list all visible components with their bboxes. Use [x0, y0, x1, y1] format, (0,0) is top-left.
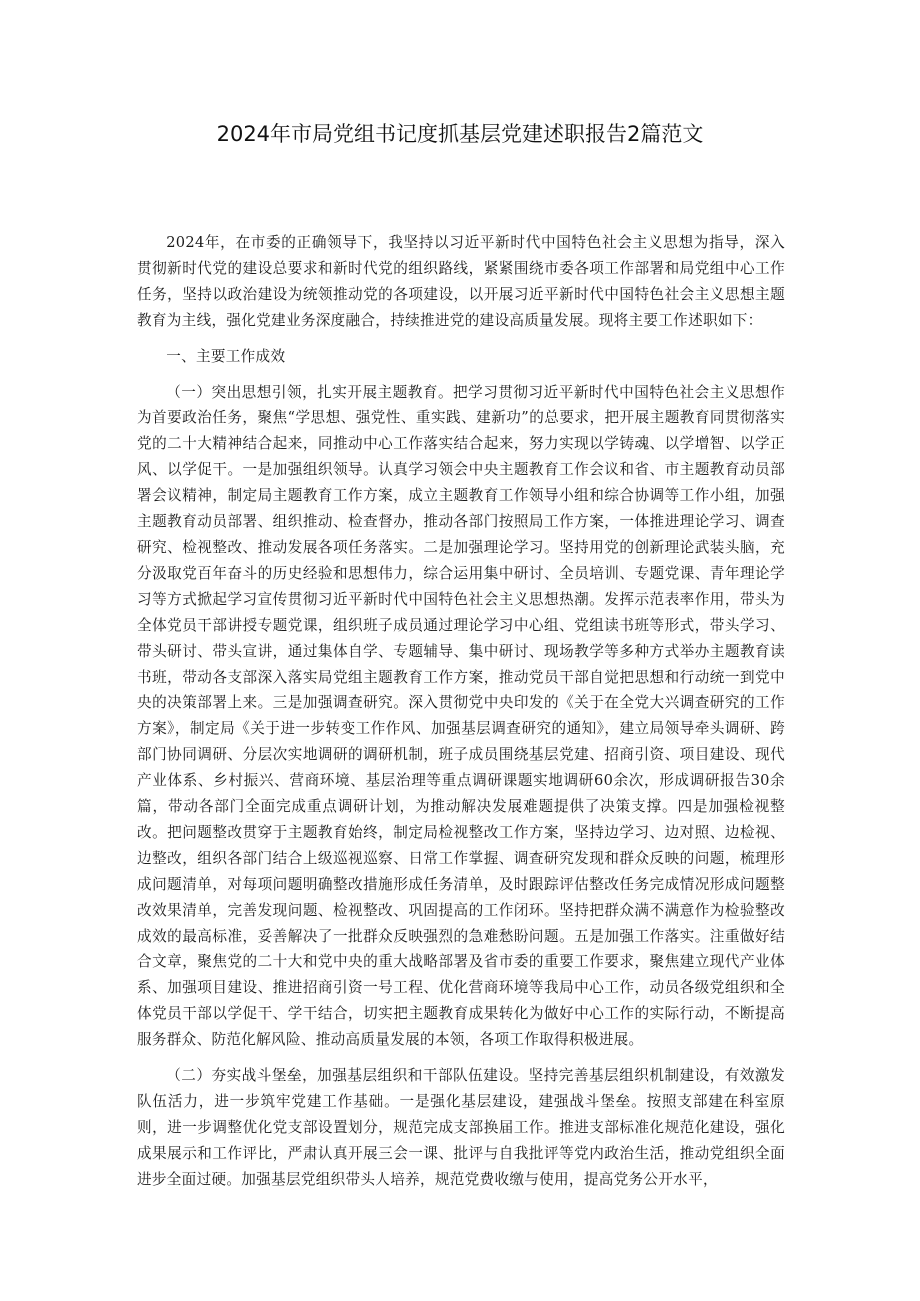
body-paragraph-1: （一）突出思想引领，扎实开展主题教育。把学习贯彻习近平新时代中国特色社会主义思想作为首要政治任务，聚焦“学思想、强党性、重实践、建新功”的总要求，把开展主题教育同贯彻落实党的二十大精神结合起来，同推动中心工作落实结合起来，努力实现以学铸魂、以学增智、以学正风、以学促干。一是加强组织领导。认真学习领会中央主题教育工作会议和省、市主题教育动员部署会议精神，制定局主题教育工作方案，成立主题教育工作领导小组和综合协调等工作小组，加强主题教育动员部署、组织推动、检查督办，推动各部门按照局工作方案，一体推进理论学习、调查研究、检视整改、推动发展各项任务落实。二是加强理论学习。坚持用党的创新理论武装头脑，充分汲取党百年奋斗的历史经验和思想伟力，综合运用集中研讨、全员培训、专题党课、青年理论学习等方式掀起学习宣传贯彻习近平新时代中国特色社会主义思想热潮。发挥示范表率作用，带头为全体党员干部讲授专题党课，组织班子成员通过理论学习中心组、党组读书班等形式，带头学习、带头研讨、带头宣讲，通过集体自学、专题辅导、集中研讨、现场教学等多种方式举办主题教育读书班，带动各支部深入落实局党组主题教育工作方案，推动党员干部自觉把思想和行动统一到党中央的决策部署上来。三是加强调查研究。深入贯彻党中央印发的《关于在全党大兴调查研究的工作方案》，制定局《关于进一步转变工作作风、加强基层调查研究的通知》，建立局领导牵头调研、跨部门协同调研、分层次实地调研的调研机制，班子成员围绕基层党建、招商引资、项目建设、现代产业体系、乡村振兴、营商环境、基层治理等重点调研课题实地调研60余次，形成调研报告30余篇，带动各部门全面完成重点调研计划，为推动解决发展难题提供了决策支撑。四是加强检视整改。把问题整改贯穿于主题教育始终，制定局检视整改工作方案，坚持边学习、边对照、边检视、边整改，组织各部门结合上级巡视巡察、日常工作掌握、调查研究发现和群众反映的问题，梳理形成问题清单，对每项问题明确整改措施形成任务清单，及时跟踪评估整改任务完成情况形成问题整改效果清单，完善发现问题、检视整改、巩固提高的工作闭环。坚持把群众满不满意作为检验整改成效的最高标准，妥善解决了一批群众反映强烈的急难愁盼问题。五是加强工作落实。注重做好结合文章，聚焦党的二十大和党中央的重大战略部署及省市委的重要工作要求，聚焦建立现代产业体系、加强项目建设、推进招商引资一号工程、优化营商环境等我局中心工作，动员各级党组织和全体党员干部以学促干、学干结合，切实把主题教育成果转化为做好中心工作的实际行动，不断提高服务群众、防范化解风险、推动高质量发展的本领，各项工作取得积极进展。 [137, 383, 785, 1049]
intro-paragraph: 2024年，在市委的正确领导下，我坚持以习近平新时代中国特色社会主义思想为指导，深入贯彻新时代党的建设总要求和新时代党的组织路线，紧紧围绕市委各项工作部署和局党组中心工作任务，坚持以政治建设为统领推动党的各项建设，以开展习近平新时代中国特色社会主义思想主题教育为主线，强化党建业务深度融合，持续推进党的建设高质量发展。现将主要工作述职如下： [137, 234, 785, 329]
document-title: 2024年市局党组书记度抓基层党建述职报告2篇范文 [216, 122, 704, 146]
document-body [137, 230, 785, 1193]
section-heading: 一、主要工作成效 [166, 347, 286, 365]
body-paragraph-2: （二）夯实战斗堡垒，加强基层组织和干部队伍建设。坚持完善基层组织机制建设，有效激发队伍活力，进一步筑牢党建工作基础。一是强化基层建设，建强战斗堡垒。按照支部建在科室原则，进一步调整优化党支部设置划分，规范完成支部换届工作。推进支部标准化规范化建设，强化成果展示和工作评比，严肃认真开展三会一课、批评与自我批评等党内政治生活，推动党组织全面进步全面过硬。加强基层党组织带头人培养，规范党费收缴与使用，提高党务公开水平， [137, 1067, 785, 1188]
